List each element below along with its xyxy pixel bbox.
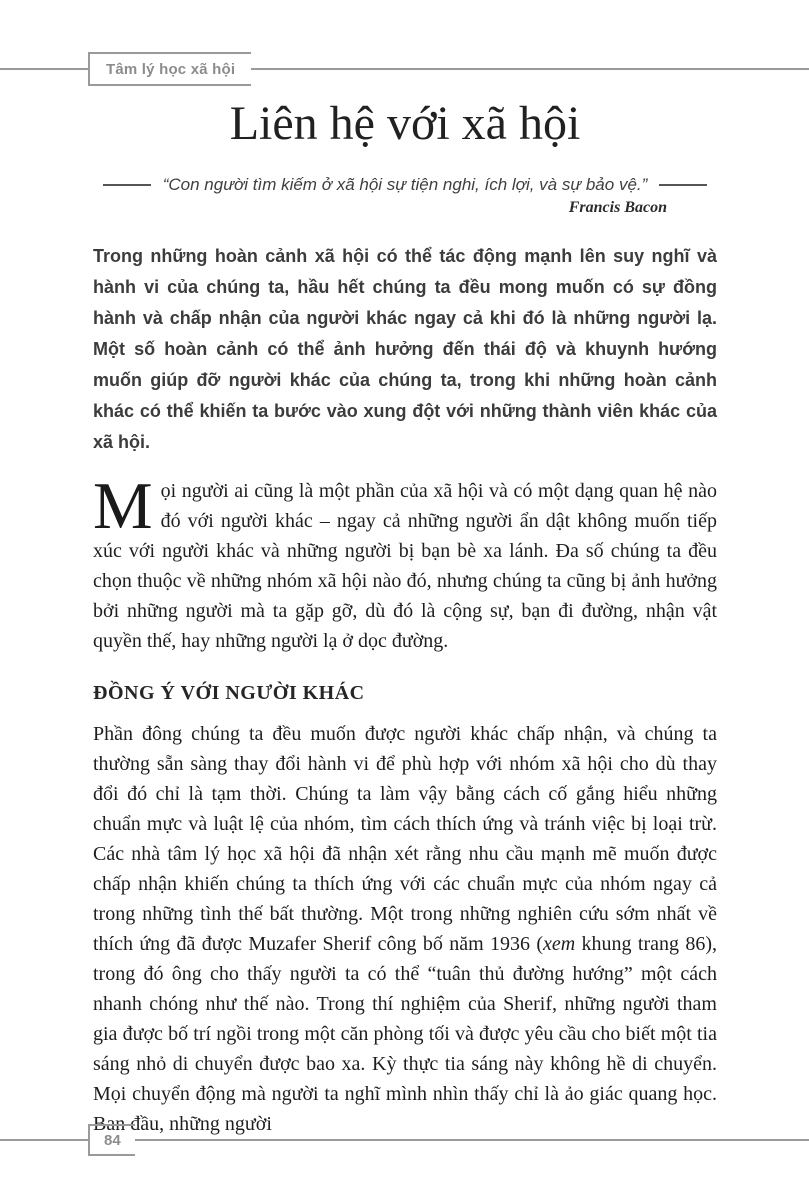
body-paragraph-2-part1: Phần đông chúng ta đều muốn được người khác chấp nhận, và chúng ta thường sẵn sàng thay đổi hành vi để phù hợp với nhóm xã hội cho dù thay đổi đó chỉ là tạm thời. Chúng ta làm vậy bằng cách cố gắng hiểu những chuẩn mực và luật lệ của nhóm, tìm cách thích ứng và tránh việc bị loại trừ. Các nhà tâm lý học xã hội đã nhận xét rằng nhu cầu mạnh mẽ muốn được chấp nhận khiến chúng ta thích ứng với các chuẩn mực của nhóm ngay cả trong những tình thế bất thường. Một trong những nghiên cứu sớm nhất về thích ứng đã được Muzafer Sherif công bố năm 1936 ( bbox=[93, 723, 717, 956]
body-paragraph-1 bbox=[93, 469, 717, 656]
page-number: 84 bbox=[104, 1131, 121, 1149]
footer-left-rule bbox=[0, 1139, 88, 1141]
running-head-left-rule bbox=[0, 68, 88, 70]
page-footer bbox=[0, 1124, 809, 1156]
section-heading: ĐỒNG Ý VỚI NGƯỜI KHÁC bbox=[93, 682, 365, 705]
drop-cap: M bbox=[93, 469, 153, 544]
epigraph bbox=[93, 175, 717, 195]
text-column bbox=[93, 96, 717, 1139]
body-paragraph-1-text: ọi người ai cũng là một phần của xã hội và có một dạng quan hệ nào đó với người khác – ngay cả những người ẩn dật không muốn tiếp xúc với người khác và những người bị bạn bè xa lánh. Đa số chúng ta đều chọn thuộc về những nhóm xã hội nào đó, nhưng chúng ta cũng bị ảnh hưởng bởi những người mà ta gặp gỡ, dù đó là cộng sự, bạn đi đường, nhận vật quyền thế, hay những người lạ ở dọc đường. bbox=[93, 480, 717, 653]
running-head-label: Tâm lý học xã hội bbox=[106, 60, 236, 78]
intro-paragraph: Trong những hoàn cảnh xã hội có thể tác động mạnh lên suy nghĩ và hành vi của chúng ta, hầu hết chúng ta đều mong muốn có sự đồng hành và chấp nhận của người khác ngay cả khi đó là những người lạ. Một số hoàn cảnh có thể ảnh hưởng đến thái độ và khuynh hướng muốn giúp đỡ người khác của chúng ta, trong khi những hoàn cảnh khác có thể khiến ta bước vào xung đột với những thành viên khác của xã hội. bbox=[93, 246, 717, 453]
running-head-right-rule bbox=[251, 68, 809, 70]
epigraph-left-dash bbox=[103, 184, 151, 186]
body-paragraph-2 bbox=[93, 719, 717, 1139]
chapter-title: Liên hệ với xã hội bbox=[229, 97, 581, 150]
epigraph-right-dash bbox=[659, 184, 707, 186]
epigraph-quote: “Con người tìm kiếm ở xã hội sự tiện nghi, ích lợi, và sự bảo vệ.” bbox=[162, 175, 648, 195]
page-number-box bbox=[88, 1124, 135, 1156]
footer-right-rule bbox=[135, 1139, 809, 1141]
body-paragraph-2-part2: khung trang 86), trong đó ông cho thấy người ta có thể “tuân thủ đường hướng” một cách nhanh chóng như thế nào. Trong thí nghiệm của Sherif, những người tham gia được bố trí ngồi trong một căn phòng tối và được yêu cầu cho biết một tia sáng nhỏ di chuyển được bao xa. Kỳ thực tia sáng này không hề di chuyển. Mọi chuyển động mà người ta nghĩ mình nhìn thấy chỉ là ảo giác quang học. Ban đầu, những người bbox=[93, 933, 717, 1136]
running-head-box bbox=[88, 52, 251, 86]
epigraph-attribution: Francis Bacon bbox=[568, 199, 667, 217]
body-paragraph-2-italic: xem bbox=[543, 933, 576, 956]
running-head bbox=[0, 52, 809, 86]
